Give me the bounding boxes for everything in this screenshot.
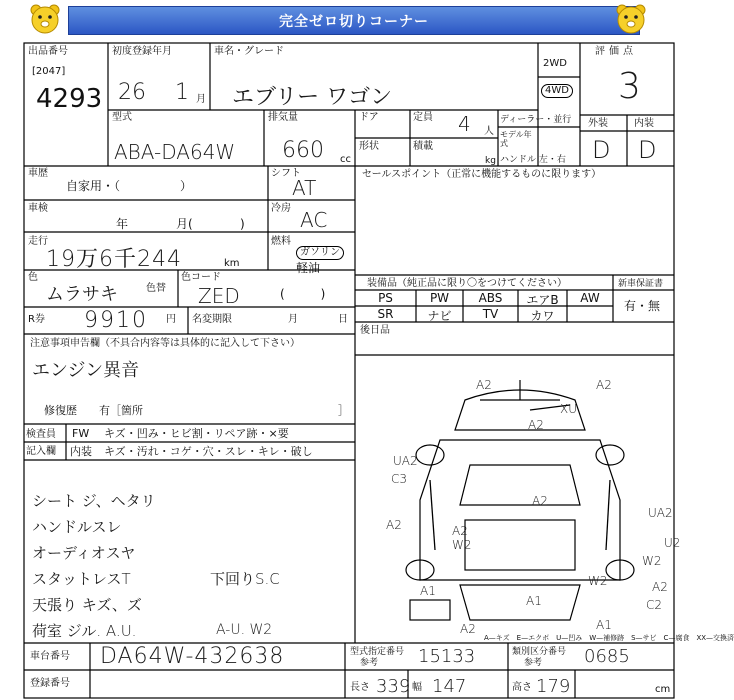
drive-2wd: 2WD <box>543 58 567 69</box>
color-code-value: ZED <box>198 284 240 308</box>
mileage-label: 走行 <box>28 236 48 247</box>
damage-legend: A—キズ E—エクボ U—凹み W—補修跡 S—サビ C—腐食 XX—交換済 <box>484 634 734 642</box>
height-value: 179 <box>536 676 571 697</box>
mileage-unit: km <box>224 258 240 269</box>
damage-mark: XU <box>560 402 578 416</box>
after-sales-label: 後日品 <box>360 325 390 336</box>
load-unit: kg <box>485 156 496 166</box>
damage-mark: A2 <box>596 378 612 392</box>
color-value: ムラサキ <box>46 284 118 305</box>
inspection-label: 車検 <box>28 203 48 214</box>
damage-mark: C3 <box>391 472 408 486</box>
warranty-value: 有・無 <box>624 299 661 313</box>
handwritten-note: 天張り キズ、ズ <box>32 596 142 614</box>
chassis-label: 車台番号 <box>30 651 70 662</box>
registration-year: 26 <box>118 80 146 105</box>
damage-mark: W2 <box>642 554 662 568</box>
recycle-label: R券 <box>28 314 45 325</box>
height-unit: cm <box>655 684 671 695</box>
damage-mark: U2 <box>664 536 681 550</box>
handwritten-note: ハンドルスレ <box>32 518 122 536</box>
capacity-unit: 人 <box>484 126 494 137</box>
inspector-interior-row: キズ・汚れ・コゲ・穴・スレ・キレ・破し <box>104 445 313 458</box>
notes-label: 注意事項申告欄（不具合内容等は具体的に記入して下さい） <box>30 338 300 349</box>
damage-mark: A2 <box>476 378 492 392</box>
exterior-value: D <box>592 136 611 164</box>
lot-code: [2047] <box>32 66 66 77</box>
handwritten-note: スタットレスT <box>32 570 131 588</box>
notes-text: エンジン異音 <box>32 360 140 381</box>
length-value: 339 <box>376 676 411 697</box>
side-note: 下回りS.C <box>210 570 280 588</box>
shift-value: AT <box>292 176 317 200</box>
damage-mark: UA2 <box>393 454 418 468</box>
equip-sr: SR <box>377 307 394 321</box>
height-label: 高さ <box>512 682 532 693</box>
width-label: 幅 <box>412 682 422 693</box>
displacement-value: 660 <box>282 138 324 163</box>
damage-mark: A2 <box>528 418 544 432</box>
handwritten-note: シート ジ、ヘタリ <box>32 492 156 510</box>
dealer-label: ディーラー・並行 <box>500 115 572 125</box>
damage-mark: A1 <box>420 584 436 598</box>
interior-value: D <box>638 136 657 164</box>
lot-label: 出品番号 <box>28 46 68 57</box>
class-sub: 参考 <box>524 658 543 668</box>
doors-label: ドア <box>359 112 379 123</box>
equip-ps: PS <box>378 291 393 305</box>
lot-number: 4293 <box>36 84 103 114</box>
type-cert-sub: 参考 <box>360 658 379 668</box>
repair-label: 修復歴 有［箇所 <box>44 404 143 417</box>
damage-mark: A2 <box>386 518 402 532</box>
registration-month: 1 <box>175 80 189 105</box>
chassis-value: DA64W-432638 <box>100 644 285 669</box>
load-label: 積載 <box>413 141 433 152</box>
grade-label: 評価点 <box>595 46 637 57</box>
damage-mark: UA2 <box>648 506 673 520</box>
repair-close: ］ <box>338 404 349 417</box>
damage-mark: A2 <box>460 622 476 636</box>
fuel-paren: ( ) <box>280 287 326 301</box>
equip-navi: ナビ <box>427 309 452 323</box>
equipment-label: 装備品（純正品に限り〇をつけてください） <box>367 278 567 289</box>
mileage-value: 19万6千244 <box>46 247 182 272</box>
usage-label: 車歴 <box>28 168 48 179</box>
handwritten-note: オーディオスヤ <box>32 544 136 562</box>
class-label: 類別区分番号 <box>512 647 567 657</box>
damage-mark: W2 <box>588 574 608 588</box>
fuel-light-oil: 軽油 <box>296 261 321 275</box>
equip-leather: カワ <box>530 309 555 323</box>
grade-value: 3 <box>618 66 641 107</box>
interior-label: 内装 <box>634 118 654 129</box>
equip-tv: TV <box>482 307 499 321</box>
damage-mark: A1 <box>526 594 542 608</box>
sales-point-label: セールスポイント（正常に機能するものに限ります） <box>362 169 602 180</box>
inspector-interior-label: 内装 <box>70 445 92 458</box>
usage-value: 自家用・（ ） <box>66 179 193 193</box>
recycle-value: 9910 <box>84 308 148 333</box>
inspector-fw-row: キズ・凹み・ヒビ割・リペア跡・×要 <box>104 427 289 440</box>
model-value: エブリー ワゴン <box>232 85 393 110</box>
fuel-gasoline: ガソリン <box>296 246 344 260</box>
displacement-unit: cc <box>340 154 351 165</box>
registration-number-label: 登録番号 <box>30 678 70 689</box>
car-damage-diagram <box>370 370 670 640</box>
aircon-label: 冷房 <box>271 203 291 214</box>
type-cert-label: 型式指定番号 <box>350 647 405 657</box>
color-code-label: 色コード <box>181 272 221 283</box>
damage-mark: A2 <box>532 494 548 508</box>
shape-label: 形状 <box>359 141 379 152</box>
shift-label: シフト <box>271 168 301 179</box>
length-label: 長さ <box>350 682 370 693</box>
damage-mark: W2 <box>452 538 472 552</box>
equip-pw: PW <box>429 291 450 305</box>
inspector-fw-label: FW <box>72 427 90 440</box>
damage-mark: C2 <box>646 598 663 612</box>
warranty-label: 新車保証書 <box>618 279 664 289</box>
registration-month-unit: 月 <box>196 94 206 105</box>
inspection-month: 月( <box>176 217 193 231</box>
equip-abs: ABS <box>478 291 503 305</box>
inspection-year: 年 <box>116 217 129 231</box>
side-note: A-U. W2 <box>216 622 273 638</box>
aircon-value: AC <box>300 208 328 232</box>
fuel-label: 燃料 <box>271 236 291 247</box>
banner-title: 完全ゼロ切りコーナー <box>279 14 429 30</box>
handwritten-note: 荷室 ジル. A.U. <box>32 622 137 640</box>
type-cert-value: 15133 <box>418 646 476 667</box>
damage-mark: A1 <box>596 618 612 632</box>
type-value: ABA-DA64W <box>114 140 236 164</box>
exterior-label: 外装 <box>588 118 608 129</box>
recycle-unit: 円 <box>166 314 176 325</box>
width-value: 147 <box>432 676 467 697</box>
type-label: 型式 <box>112 112 132 123</box>
displacement-label: 排気量 <box>268 112 298 123</box>
registration-label: 初度登録年月 <box>112 46 172 57</box>
equip-aw: AW <box>580 291 600 305</box>
equip-airbag: エアB <box>526 293 559 307</box>
inspector-label-2: 記入欄 <box>26 446 56 457</box>
doors-value: 4 <box>458 112 471 136</box>
capacity-label: 定員 <box>413 112 433 123</box>
color-label: 色 <box>28 272 38 283</box>
owner-change-month: 月 <box>288 314 298 325</box>
color-change-label: 色替 <box>146 283 166 294</box>
inspection-close: ) <box>240 217 245 231</box>
drive-4wd: 4WD <box>541 84 573 98</box>
class-value: 0685 <box>584 646 630 667</box>
handle-label: ハンドル 左・右 <box>500 155 566 165</box>
owner-change-day: 日 <box>338 314 348 325</box>
owner-change-label: 名変期限 <box>192 314 232 325</box>
damage-mark: A2 <box>652 580 668 594</box>
model-year-label: モデル年式 <box>500 130 532 148</box>
inspector-label-1: 検査員 <box>26 429 56 440</box>
model-label: 車名・グレード <box>214 46 284 57</box>
damage-mark: A2 <box>452 524 468 538</box>
